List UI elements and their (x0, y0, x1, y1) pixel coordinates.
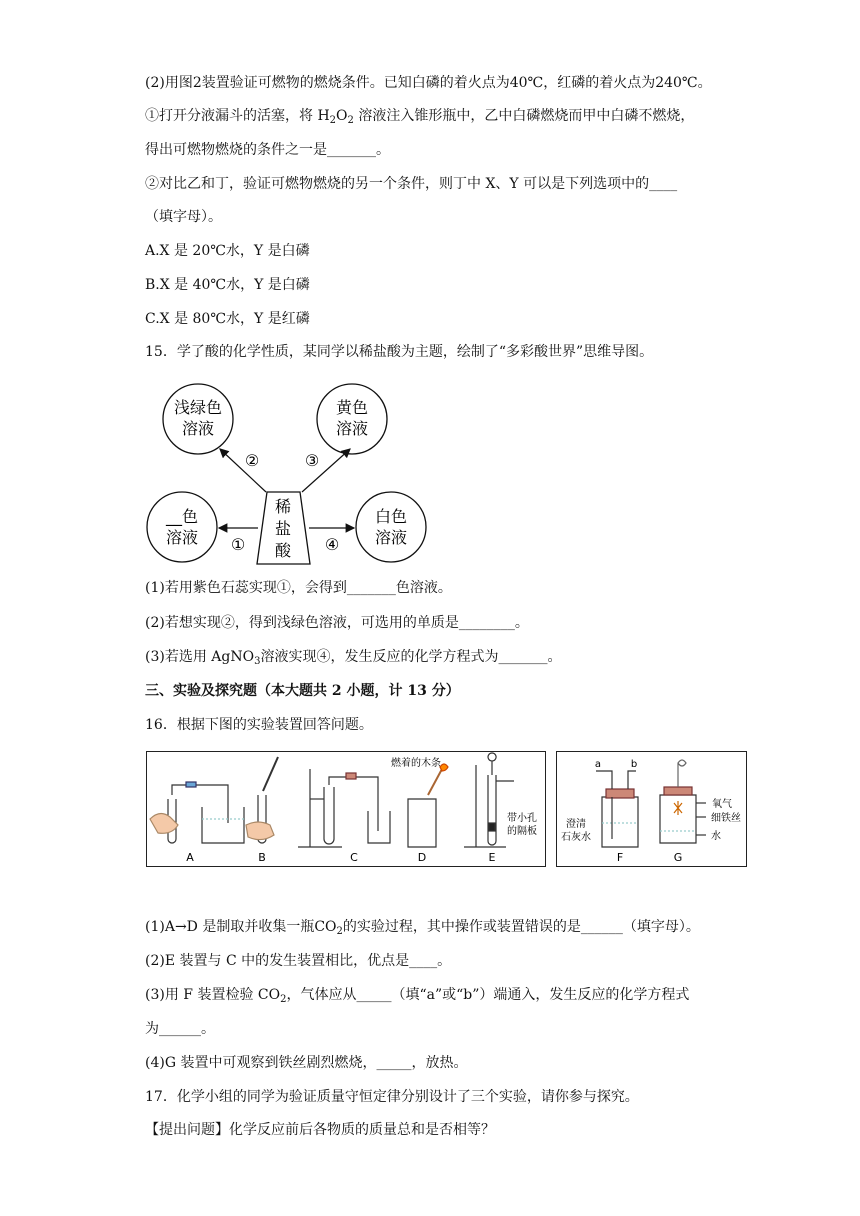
label-c: C (350, 851, 358, 864)
text-segment: ①打开分液漏斗的活塞，将 H (145, 108, 330, 124)
option-b: B.X 是 40℃水，Y 是白磷 (145, 277, 310, 293)
apparatus-a (150, 782, 244, 843)
center-char2: 盐 (274, 519, 292, 538)
q15-part3 (145, 647, 561, 667)
subscript: 2 (336, 926, 343, 937)
q15-intro: 15．学了酸的化学性质，某同学以稀盐酸为主题，绘制了“多彩酸世界”思维导图。 (145, 344, 654, 360)
label-a: A (186, 851, 194, 864)
q15-part2: (2)若想实现②，得到浅绿色溶液，可选用的单质是________。 (145, 615, 529, 631)
q15-part1: (1)若用紫色石蕊实现①，会得到_______色溶液。 (145, 580, 452, 596)
text-segment: (3)用 F 装置检验 CO (145, 987, 281, 1003)
bottom-left-line1: __色 (165, 507, 199, 526)
text-segment: O (336, 108, 348, 124)
acid-mind-map-diagram (140, 372, 440, 574)
top-right-line2: 溶液 (335, 419, 369, 438)
text-segment: 溶液实现④，发生反应的化学方程式为_______。 (260, 649, 562, 665)
q17-question: 【提出问题】化学反应前后各物质的质量总和是否相等？ (145, 1122, 495, 1138)
text-segment: ，气体应从_____（填“a”或“b”）端通入，发生反应的化学方程式 (286, 987, 690, 1003)
apparatus-f (596, 771, 638, 847)
q14-part2-line5: （填字母）。 (145, 209, 222, 225)
q16-part2: (2)E 装置与 C 中的发生装置相比，优点是____。 (145, 953, 452, 969)
arrow-label-3: ③ (304, 451, 320, 470)
circle-bottom-left (147, 492, 217, 562)
arrow-label-4: ④ (324, 535, 340, 554)
limewater-label-2: 石灰水 (561, 832, 591, 843)
top-left-line1: 浅绿色 (173, 398, 223, 417)
bottom-right-line1: 白色 (374, 507, 408, 526)
lab-apparatus-figure-f-g (556, 751, 747, 867)
center-char3: 酸 (274, 541, 292, 560)
apparatus-c (298, 769, 390, 847)
water-label: 水 (711, 831, 721, 842)
text-segment: (1)A→D 是制取并收集一瓶CO (145, 919, 337, 935)
subscript: 2 (280, 994, 287, 1005)
apparatus-b (246, 757, 278, 843)
section-heading: 三、实验及探究题（本大题共 2 小题，计 13 分） (145, 683, 460, 699)
port-a: a (594, 759, 602, 770)
option-c: C.X 是 80℃水，Y 是红磷 (145, 311, 310, 327)
arrow-label-1: ① (230, 535, 246, 554)
lab-apparatus-figure-a-e (146, 751, 546, 867)
q14-part2-line2 (145, 106, 694, 126)
q14-part2-line4: ②对比乙和丁，验证可燃物燃烧的另一个条件，则丁中 X、Y 可以是下列选项中的____ (145, 176, 678, 192)
hole-plate-label-1: 带小孔 (507, 813, 537, 824)
q14-part2-line3: 得出可燃物燃烧的条件之一是_______。 (145, 142, 390, 158)
port-b: b (630, 759, 638, 770)
bottom-right-line2: 溶液 (374, 528, 408, 547)
bottom-left-line2: 溶液 (165, 528, 199, 547)
label-b: B (258, 851, 266, 864)
burning-stick-label: 燃着的木条 (391, 758, 441, 769)
q16-part3-cont: 为______。 (145, 1021, 215, 1037)
limewater-label-1: 澄清 (566, 819, 586, 830)
apparatus-d (408, 764, 448, 847)
label-d: D (417, 851, 427, 864)
option-a: A.X 是 20℃水，Y 是白磷 (145, 243, 310, 259)
iron-wire-label: 细铁丝 (711, 813, 741, 824)
text-segment: 溶液注入锥形瓶中，乙中白磷燃烧而甲中白磷不燃烧， (353, 108, 695, 124)
label-g: G (673, 851, 683, 864)
subscript: 3 (254, 656, 261, 667)
label-e: E (488, 851, 496, 864)
arrow-label-2: ② (244, 451, 260, 470)
q16-part1 (145, 917, 700, 937)
top-right-line1: 黄色 (335, 398, 369, 417)
apparatus-g (660, 760, 706, 843)
center-char1: 稀 (274, 497, 292, 516)
q16-part3 (145, 985, 689, 1005)
q14-part2-line1: (2)用图2装置验证可燃物的燃烧条件。已知白磷的着火点为40℃，红磷的着火点为240℃。 (145, 75, 712, 91)
q17-intro: 17．化学小组的同学为验证质量守恒定律分别设计了三个实验，请你参与探究。 (145, 1089, 639, 1105)
text-segment: (3)若选用 AgNO (145, 649, 255, 665)
circle-bottom-right (356, 492, 426, 562)
text-segment: 的实验过程，其中操作或装置错误的是______（填字母）。 (342, 919, 700, 935)
subscript: 2 (347, 115, 354, 126)
label-f: F (616, 851, 624, 864)
oxygen-label: 氧气 (712, 799, 732, 810)
q16-intro: 16．根据下图的实验装置回答问题。 (145, 717, 373, 733)
q16-part4: (4)G 装置中可观察到铁丝剧烈燃烧，_____，放热。 (145, 1055, 468, 1071)
subscript: 2 (329, 115, 337, 126)
top-left-line2: 溶液 (181, 419, 215, 438)
hole-plate-label-2: 的隔板 (507, 826, 537, 837)
